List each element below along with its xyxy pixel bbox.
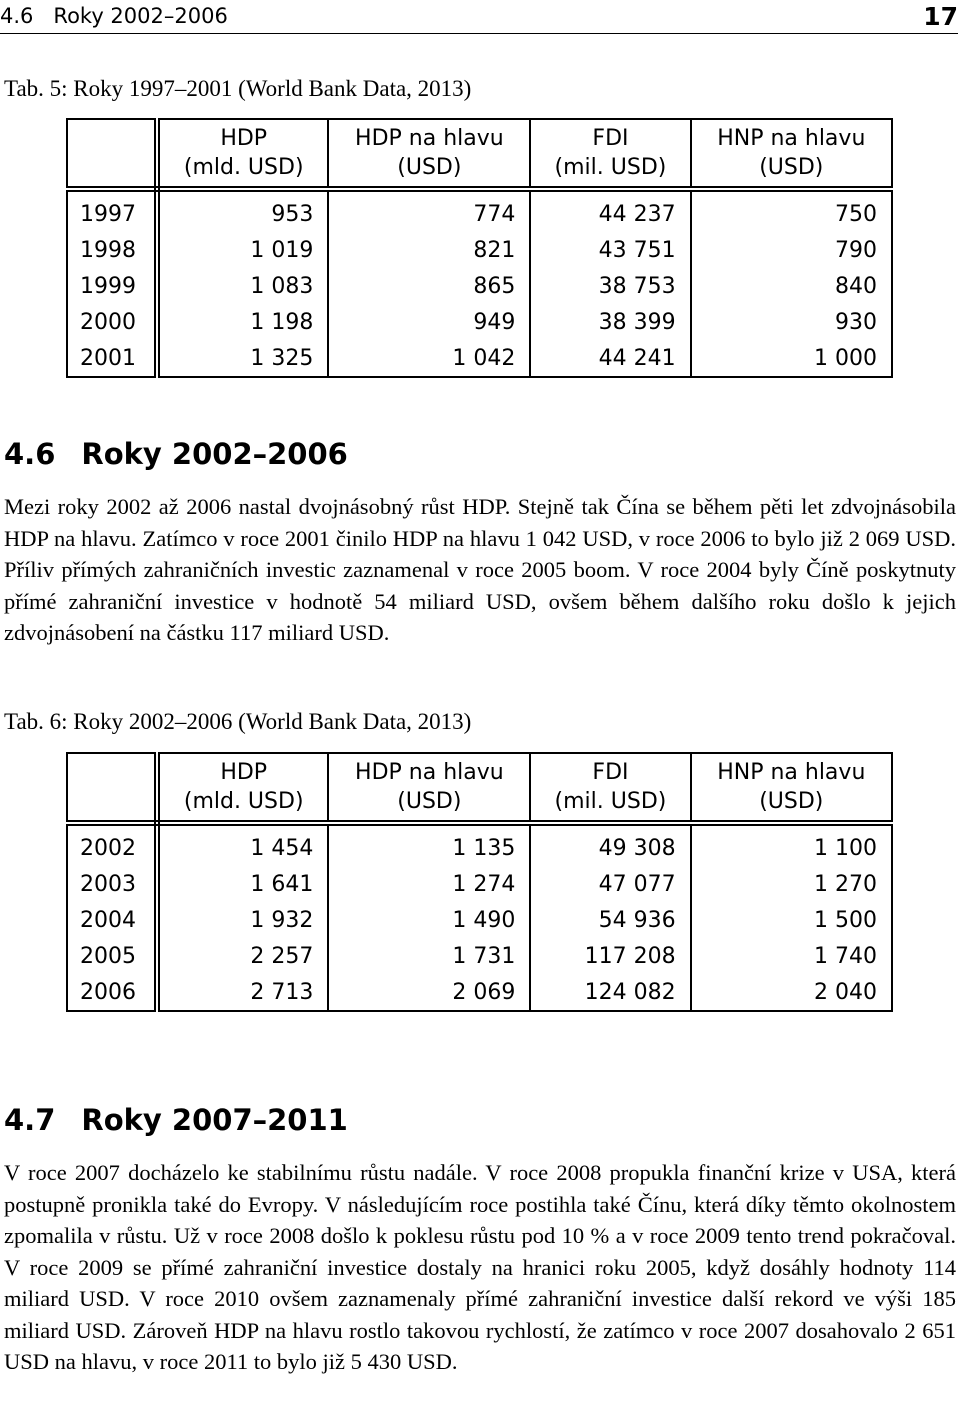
table6-caption: Tab. 6: Roky 2002–2006 (World Bank Data, 2013) (4, 709, 472, 734)
table6-column-header-line: HDP (220, 760, 268, 785)
table-cell: 2 257 (157, 938, 328, 974)
table-cell: 865 (328, 268, 530, 304)
table-cell: 1 500 (691, 902, 892, 938)
table6-column-header (328, 753, 530, 823)
table6 (66, 752, 893, 1012)
row-year: 2001 (67, 340, 157, 377)
table-cell: 1 100 (691, 823, 892, 866)
table5-column-header-line: (mil. USD) (554, 155, 667, 180)
table-cell: 1 019 (157, 232, 328, 268)
table-cell: 1 270 (691, 866, 892, 902)
row-year: 2006 (67, 974, 157, 1011)
section-4-6-title: Roky 2002–2006 (81, 437, 348, 471)
section-4-7-number: 4.7 (4, 1103, 56, 1137)
table-cell: 953 (157, 189, 328, 232)
page-number: 17 (923, 2, 958, 31)
table6-column-header-line: (USD) (397, 789, 462, 814)
table-cell: 38 399 (530, 304, 690, 340)
table6-column-header-line: FDI (592, 760, 629, 785)
table-cell: 1 000 (691, 340, 892, 377)
header-rule (0, 33, 958, 34)
table6-column-header-line: HDP na hlavu (355, 760, 504, 785)
table-cell: 774 (328, 189, 530, 232)
table-cell: 840 (691, 268, 892, 304)
table-cell: 930 (691, 304, 892, 340)
table-row (67, 340, 892, 377)
table-row (67, 866, 892, 902)
table5-column-header-line: HDP na hlavu (355, 126, 504, 151)
table6-column-header-line: (mld. USD) (183, 789, 304, 814)
running-head-section: 4.6 Roky 2002–2006 (0, 4, 228, 28)
table5-column-header-line: FDI (592, 126, 629, 151)
table-row (67, 304, 892, 340)
table-cell: 117 208 (530, 938, 690, 974)
table-row (67, 902, 892, 938)
table-row (67, 268, 892, 304)
section-4-6-heading (4, 437, 348, 471)
table-cell: 2 069 (328, 974, 530, 1011)
table5-caption: Tab. 5: Roky 1997–2001 (World Bank Data, 2013) (4, 76, 472, 101)
table-cell: 1 454 (157, 823, 328, 866)
table6-corner-cell (67, 753, 157, 823)
table6-column-header (530, 753, 690, 823)
section-4-7-paragraph: V roce 2007 docházelo ke stabilnímu růstu nadále. V roce 2008 propukla finanční krize v USA, která postupně pronikla také do Evropy. V následujícím roce postihla také Čínu, která díky těmto okolnostem zpomalila v růstu. Už v roce 2008 došlo k poklesu růstu pod 10 % a v roce 2009 tento trend pokračoval. V roce 2009 se přímé zahraniční investice dostaly na hranici roku 2005, když dosáhly hodnoty 114 miliard USD. V roce 2010 ovšem zaznamenaly přímé zahraniční investice další rekord ve výši 185 miliard USD. Zároveň HDP na hlavu rostlo takovou rychlostí, že zatímco v roce 2007 dosahovalo 2 651 USD na hlavu, v roce 2011 to bylo již 5 430 USD. (4, 1160, 956, 1374)
table6-column-header-line: HNP na hlavu (717, 760, 866, 785)
table-cell: 1 490 (328, 902, 530, 938)
table-cell: 2 713 (157, 974, 328, 1011)
table5-column-header-line: HNP na hlavu (717, 126, 866, 151)
table5 (66, 118, 893, 378)
table6-header-row (67, 753, 892, 823)
table-row (67, 938, 892, 974)
table-cell: 1 083 (157, 268, 328, 304)
table5-column-header-line: (mld. USD) (183, 155, 304, 180)
table-cell: 949 (328, 304, 530, 340)
table5-column-header-line: (USD) (759, 155, 824, 180)
table5-corner-cell (67, 119, 157, 189)
table-cell: 38 753 (530, 268, 690, 304)
row-year: 2005 (67, 938, 157, 974)
row-year: 2003 (67, 866, 157, 902)
table6-column-header (691, 753, 892, 823)
table-cell: 1 135 (328, 823, 530, 866)
running-head (0, 2, 958, 31)
section-4-7-title: Roky 2007–2011 (81, 1103, 348, 1137)
table-cell: 1 731 (328, 938, 530, 974)
table6-column-header-line: (USD) (759, 789, 824, 814)
table-cell: 821 (328, 232, 530, 268)
row-year: 2004 (67, 902, 157, 938)
table-cell: 44 241 (530, 340, 690, 377)
row-year: 1998 (67, 232, 157, 268)
table-cell: 1 042 (328, 340, 530, 377)
table-row (67, 232, 892, 268)
table-cell: 43 751 (530, 232, 690, 268)
table5-column-header (157, 119, 328, 189)
table-row (67, 823, 892, 866)
table-cell: 1 740 (691, 938, 892, 974)
row-year: 2002 (67, 823, 157, 866)
table-cell: 1 932 (157, 902, 328, 938)
section-4-6-paragraph: Mezi roky 2002 až 2006 nastal dvojnásobný růst HDP. Stejně tak Čína se během pěti let zdvojnásobila HDP na hlavu. Zatímco v roce 2001 činilo HDP na hlavu 1 042 USD, v roce 2006 to bylo již 2 069 USD. Příliv přímých zahraničních investic zaznamenal v roce 2005 boom. V roce 2004 byly Číně poskytnuty přímé zahraniční investice v hodnotě 54 miliard USD, ovšem během dalšího roku došlo k jejich zdvojnásobení na částku 117 miliard USD. (4, 494, 956, 645)
table-cell: 1 325 (157, 340, 328, 377)
table-cell: 49 308 (530, 823, 690, 866)
table5-column-header (328, 119, 530, 189)
table-cell: 790 (691, 232, 892, 268)
table-cell: 1 641 (157, 866, 328, 902)
table6-column-header (157, 753, 328, 823)
table5-column-header-line: HDP (220, 126, 268, 151)
row-year: 1997 (67, 189, 157, 232)
section-4-7-heading (4, 1103, 348, 1137)
table-cell: 1 198 (157, 304, 328, 340)
table-cell: 750 (691, 189, 892, 232)
row-year: 2000 (67, 304, 157, 340)
table-cell: 44 237 (530, 189, 690, 232)
table-row (67, 189, 892, 232)
table5-column-header (691, 119, 892, 189)
table-row (67, 974, 892, 1011)
table6-column-header-line: (mil. USD) (554, 789, 667, 814)
table-cell: 2 040 (691, 974, 892, 1011)
table5-column-header-line: (USD) (397, 155, 462, 180)
table5-header-row (67, 119, 892, 189)
table5-column-header (530, 119, 690, 189)
table-cell: 124 082 (530, 974, 690, 1011)
table-cell: 47 077 (530, 866, 690, 902)
table-cell: 1 274 (328, 866, 530, 902)
row-year: 1999 (67, 268, 157, 304)
section-4-6-number: 4.6 (4, 437, 56, 471)
table-cell: 54 936 (530, 902, 690, 938)
